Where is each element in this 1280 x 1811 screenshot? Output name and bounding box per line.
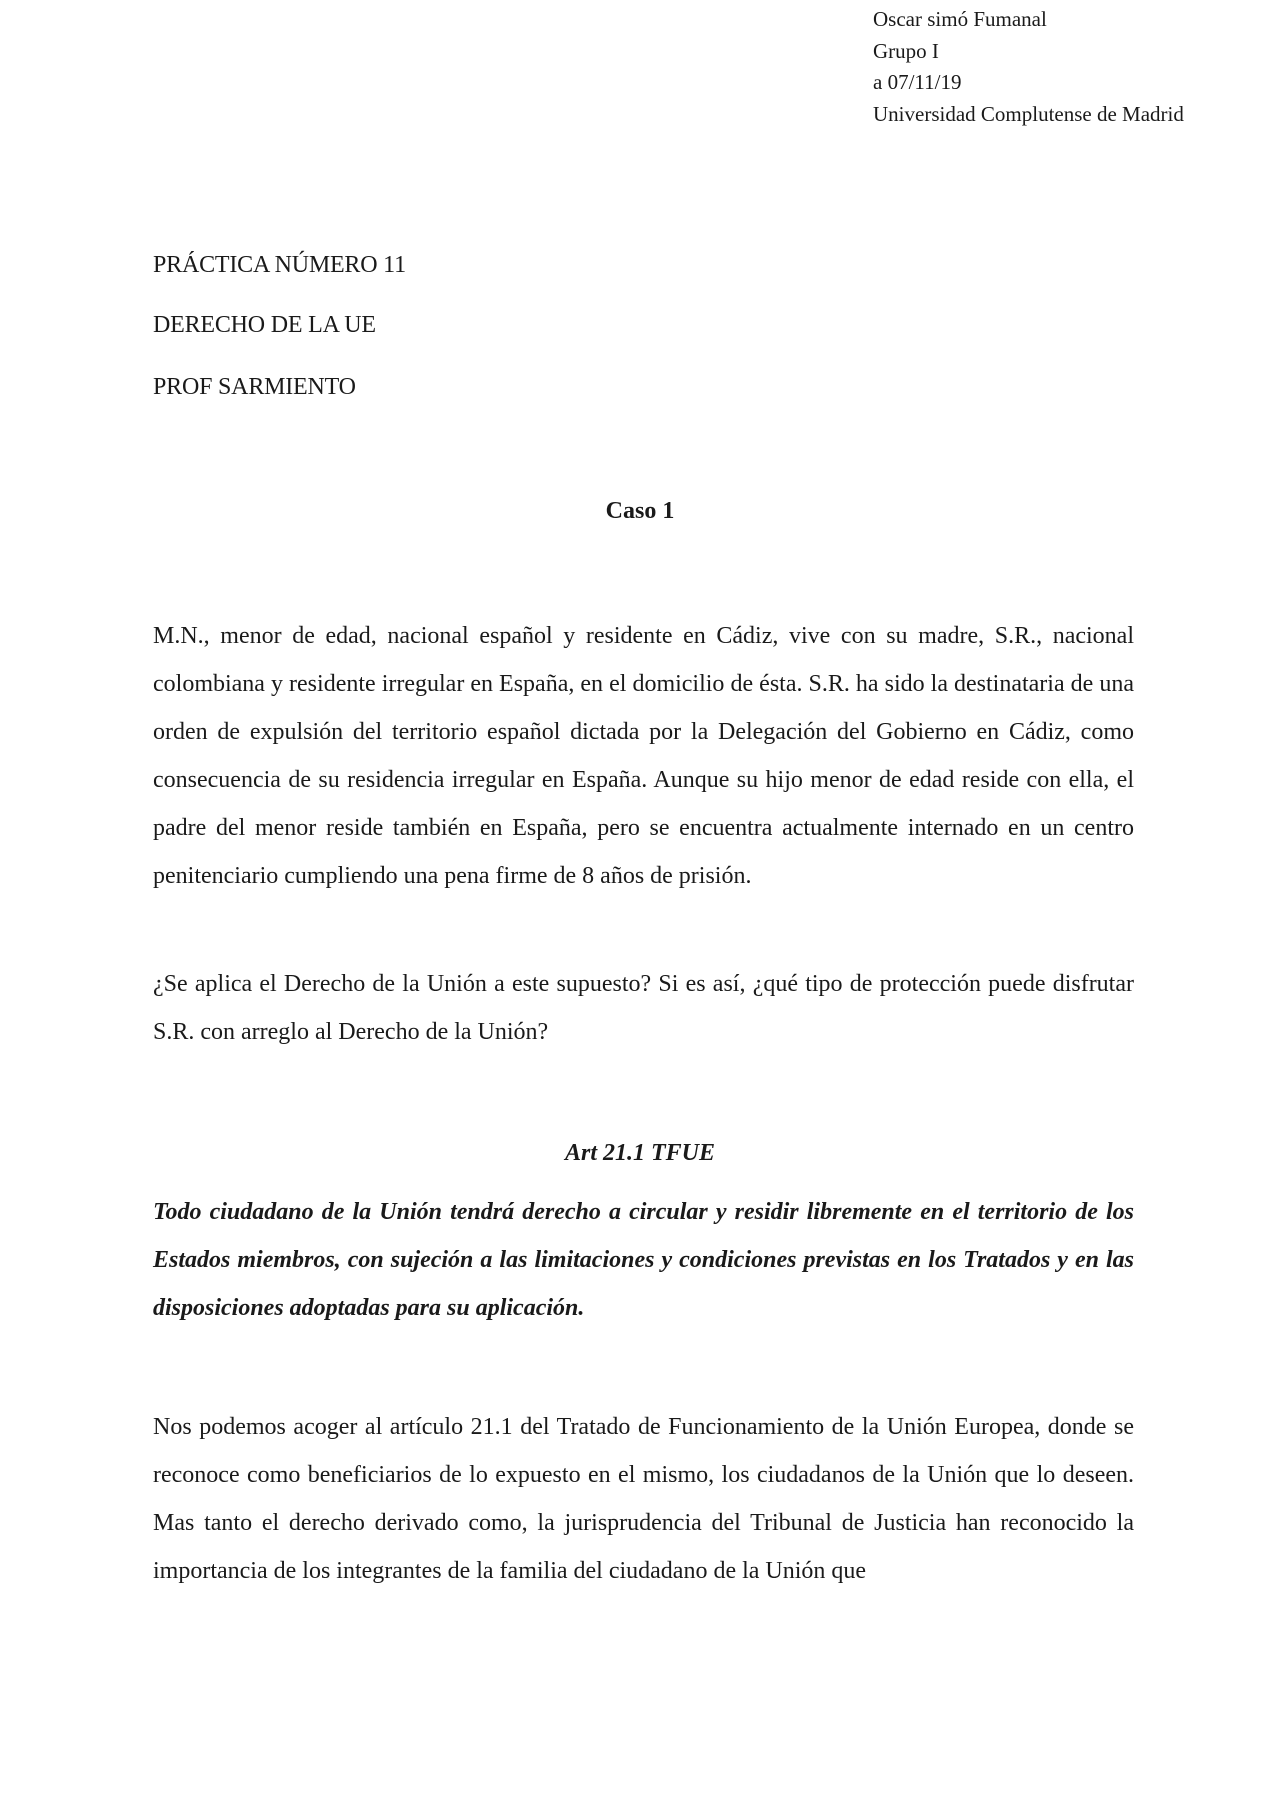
- article-heading: Art 21.1 TFUE: [564, 1140, 716, 1166]
- professor-title: PROF SARMIENTO: [153, 374, 356, 400]
- article-quote: Todo ciudadano de la Unión tendrá derecho a circular y residir libremente en el territorio de los Estados miembros, con sujeción a las limitaciones y condiciones previstas en los Tratados y en las disposiciones adoptadas para su aplicación.: [153, 1199, 1134, 1321]
- subject-title: DERECHO DE LA UE: [153, 312, 376, 338]
- date-label: a 07/11/19: [873, 70, 962, 94]
- university-name: Universidad Complutense de Madrid: [873, 101, 1184, 126]
- answer-paragraph: Nos podemos acoger al artículo 21.1 del Tratado de Funcionamiento de la Unión Europea, donde se reconoce como beneficiarios de lo expuesto en el mismo, los ciudadanos de la Unión que lo deseen. Mas tanto el derecho derivado como, la jurisprudencia del Tribunal de Justicia han reconocido la importancia de los integrantes de la familia del ciudadano de la Unión que: [153, 1414, 1134, 1584]
- author-header: [873, 4, 1184, 130]
- case-question: ¿Se aplica el Derecho de la Unión a este supuesto? Si es así, ¿qué tipo de protección puede disfrutar S.R. con arreglo al Derecho de la Unión?: [153, 971, 1134, 1045]
- author-name: Oscar simó Fumanal: [873, 7, 1047, 31]
- group-label: Grupo I: [873, 38, 939, 63]
- practice-title: PRÁCTICA NÚMERO 11: [153, 252, 406, 278]
- case-statement: M.N., menor de edad, nacional español y residente en Cádiz, vive con su madre, S.R., nacional colombiana y residente irregular en España, en el domicilio de ésta. S.R. ha sido la destinataria de una orden de expulsión del territorio español dictada por la Delegación del Gobierno en Cádiz, como consecuencia de su residencia irregular en España. Aunque su hijo menor de edad reside con ella, el padre del menor reside también en España, pero se encuentra actualmente internado en un centro penitenciario cumpliendo una pena firme de 8 años de prisión.: [153, 623, 1134, 889]
- case-heading: Caso 1: [605, 498, 675, 524]
